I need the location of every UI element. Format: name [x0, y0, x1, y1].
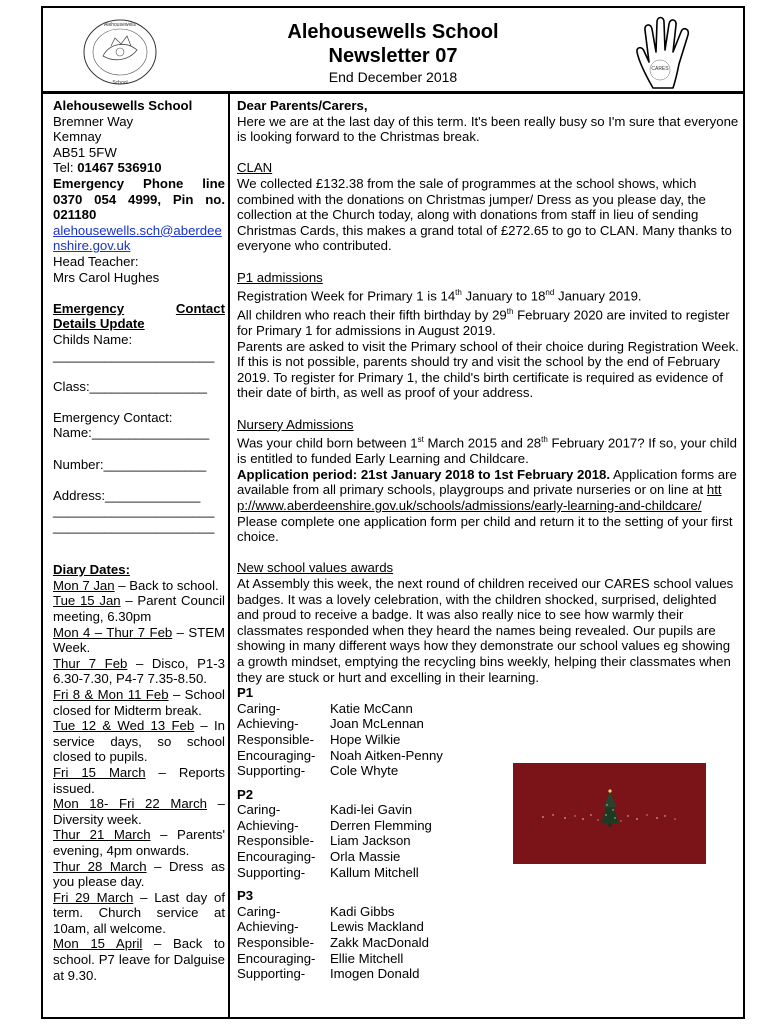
award-name: Lewis Mackland	[330, 919, 424, 935]
newsletter-frame	[41, 6, 745, 1019]
text-run: Application forms are available from all primary schools, playgroups and private nurseries or on line at	[237, 466, 737, 498]
ordinal-suffix: th	[506, 307, 514, 317]
text-run: Was your child born between 1	[237, 435, 418, 451]
column-divider	[228, 94, 230, 1019]
form-title-part: Emergency	[53, 300, 125, 316]
diary-text: – School closed for Midterm break.	[53, 686, 225, 718]
diary-text: – Parents' evening, 4pm onwards.	[53, 827, 225, 858]
award-category: Caring-	[237, 700, 281, 716]
award-category: Responsible-	[237, 935, 314, 951]
diary-item	[53, 827, 225, 858]
diary-date: Thur 7 Feb	[53, 655, 128, 671]
award-category: Encouraging-	[237, 849, 316, 865]
diary-text: – In service days, so school closed to pupils.	[53, 718, 225, 765]
address-line: AB51 5FW	[53, 144, 117, 160]
newsletter-date: End December 2018	[328, 69, 458, 85]
award-category: Responsible-	[237, 731, 314, 747]
award-category: Supporting-	[237, 966, 306, 982]
nursery-application	[237, 467, 739, 545]
diary-date: Fri 29 March	[53, 889, 134, 905]
award-row	[237, 701, 739, 717]
award-class: P1	[237, 685, 254, 701]
childs-name-field[interactable]: ______________________	[53, 347, 215, 363]
sidebar	[53, 98, 225, 983]
newsletter-header	[43, 8, 743, 94]
text-run: February 2020 are invited to register for Primary 1 for admissions in August 2019.	[237, 307, 730, 339]
greeting: Dear Parents/Carers,	[237, 98, 368, 113]
form-title	[53, 301, 225, 317]
christmas-tree-image	[513, 763, 706, 864]
award-class: P2	[237, 786, 254, 802]
diary-date: Fri 8 & Mon 11 Feb	[53, 686, 169, 702]
form-title-part: Contact	[175, 300, 225, 316]
diary-item	[53, 718, 225, 765]
diary-item	[53, 936, 225, 983]
award-name: Orla Massie	[330, 849, 401, 865]
diary-date: Fri 15 March	[53, 764, 146, 780]
award-name: Imogen Donald	[330, 966, 420, 982]
text-run: All children who reach their fifth birthday by 29	[237, 307, 507, 323]
school-name-title: Alehousewells School	[287, 21, 499, 43]
award-category: Encouraging-	[237, 950, 316, 966]
p1-admissions-heading: P1 admissions	[237, 269, 323, 285]
award-name: Kadi-lei Gavin	[330, 802, 413, 818]
p1-paragraph: Parents are asked to visit the Primary school of their choice during Registration Week. If this is not possible, parents should try and visit the school by the end of February 2019. To register for Primary 1, the child's birth certificate is required as evidence of their date of birth, as well as proof of your address.	[237, 338, 739, 401]
head-teacher-label: Head Teacher:	[53, 253, 139, 269]
award-row	[237, 748, 739, 764]
diary-date: Tue 12 & Wed 13 Feb	[53, 718, 195, 734]
values-paragraph: At Assembly this week, the next round of children received our CARES school values badges. It was a lovely celebration, with the children shocked, surprised, delighted and proud to receive a badge. It was also really nice to see how warmly their classmates responded when they heard the names being revealed. Our pupils are showing in many different ways how they demonstrate our school values eg showing a growth mindset, emptying the recycling bins weekly, helping their classmates when they are stuck or hurt and excelling in their learning.	[237, 575, 734, 685]
cares-hand-logo	[631, 14, 703, 92]
svg-text:Alehousewells: Alehousewells	[104, 22, 136, 28]
award-category: Responsible-	[237, 833, 314, 849]
diary-date: Tue 15 Jan	[53, 593, 121, 609]
emergency-contact-label: Emergency Contact:	[53, 409, 173, 425]
ordinal-suffix: nd	[545, 288, 555, 298]
diary-text: – Reports issued.	[53, 764, 226, 796]
award-row	[237, 935, 739, 951]
nursery-eligibility	[237, 432, 739, 467]
diary-text: – Last day of term. Church service at 10am, all welcome.	[53, 889, 225, 936]
award-name: Derren Flemming	[330, 817, 432, 833]
diary-item	[53, 687, 225, 718]
newsletter-title: Newsletter 07	[328, 45, 458, 67]
award-name: Ellie Mitchell	[330, 950, 404, 966]
sidebar-school-name: Alehousewells School	[53, 98, 193, 113]
diary-text: – Diversity week.	[53, 796, 226, 827]
award-category: Achieving-	[237, 919, 299, 935]
diary-item	[53, 656, 225, 687]
address-field-line[interactable]: ______________________	[53, 519, 215, 535]
telephone	[53, 160, 225, 176]
award-category: Supporting-	[237, 763, 306, 779]
diary-title: Diary Dates:	[53, 562, 130, 578]
diary-text: – Dress as you please day.	[53, 858, 225, 890]
p1-eligibility	[237, 304, 739, 339]
award-name: Katie McCann	[330, 700, 413, 716]
ordinal-suffix: th	[455, 288, 462, 298]
clan-heading: CLAN	[237, 160, 273, 176]
diary-text: – Back to school.	[114, 577, 219, 593]
svg-text:School: School	[112, 80, 128, 86]
award-name: Kadi Gibbs	[330, 903, 395, 919]
application-period: Application period: 21st January 2018 to 1st February 2018.	[237, 466, 611, 482]
award-name: Kallum Mitchell	[330, 864, 419, 880]
values-heading: New school values awards	[237, 560, 394, 576]
address-field-line[interactable]: ______________________	[53, 503, 215, 519]
award-row	[237, 904, 739, 920]
tel-label: Tel:	[53, 160, 74, 176]
intro-paragraph: Here we are at the last day of this term. It's been really busy so I'm sure that everyone is looking forward to the Christmas break.	[237, 113, 739, 145]
form-subtitle: Details Update	[53, 316, 145, 332]
diary-text: – STEM Week.	[53, 624, 226, 656]
award-name: Zakk MacDonald	[330, 935, 429, 951]
p1-registration-week	[237, 285, 739, 304]
award-name: Noah Aitken-Penny	[330, 747, 443, 763]
diary-item	[53, 796, 225, 827]
award-row	[237, 716, 739, 732]
diary-date: Mon 4 – Thur 7 Feb	[53, 624, 173, 640]
award-row	[237, 919, 739, 935]
nursery-link[interactable]: http://www.aberdeenshire.gov.uk/schools/admissions/early-learning-and-childcare/	[237, 482, 722, 514]
diary-item	[53, 625, 225, 656]
award-category: Caring-	[237, 903, 281, 919]
award-name: Cole Whyte	[330, 763, 399, 779]
head-teacher-name: Mrs Carol Hughes	[53, 269, 160, 285]
clan-paragraph: We collected £132.38 from the sale of programmes at the school shows, which combined with the donations on Christmas jumper/ Dress as you please day, the collection at the Church today, along with donations from staff in lieu of sending Christmas Cards, this makes a grand total of £272.65 to go to CLAN. Many thanks to everyone who contributed.	[237, 175, 732, 254]
diary-item	[53, 578, 225, 594]
award-row	[237, 865, 739, 881]
class-field[interactable]: Class:________________	[53, 378, 207, 394]
ordinal-suffix: th	[541, 435, 548, 445]
awards-p3	[237, 888, 739, 982]
emergency-phone-line: Emergency Phone line 0370 054 4999, Pin no. 021180	[53, 175, 225, 223]
diary-date: Mon 15 April	[53, 936, 143, 952]
award-category: Encouraging-	[237, 747, 316, 763]
nursery-heading: Nursery Admissions	[237, 416, 354, 432]
text-run: January 2019.	[554, 288, 642, 304]
diary-date: Thur 28 March	[53, 858, 147, 874]
svg-text:CARES: CARES	[651, 66, 669, 72]
award-category: Achieving-	[237, 716, 299, 732]
text-run: Registration Week for Primary 1 is 14	[237, 288, 456, 304]
award-category: Caring-	[237, 802, 281, 818]
diary-item	[53, 593, 225, 624]
name-field[interactable]: Name:________________	[53, 425, 210, 441]
address-field[interactable]: Address:_____________	[53, 487, 201, 503]
diary-date: Thur 21 March	[53, 827, 151, 843]
award-name: Hope Wilkie	[330, 731, 401, 747]
award-name: Joan McLennan	[330, 716, 424, 732]
diary-item	[53, 765, 225, 796]
childs-name-label: Childs Name:	[53, 331, 133, 347]
award-row	[237, 966, 739, 982]
award-category: Supporting-	[237, 864, 306, 880]
number-field[interactable]: Number:______________	[53, 456, 207, 472]
text-run: March 2015 and 28	[423, 435, 542, 451]
email-link[interactable]: alehousewells.sch@aberdeenshire.gov.uk	[53, 222, 222, 254]
text-run: January to 18	[461, 288, 546, 304]
diary-text: – Parent Council meeting, 6.30pm	[53, 593, 225, 624]
diary-item	[53, 859, 225, 890]
award-row	[237, 951, 739, 967]
tel-number: 01467 536910	[77, 160, 162, 176]
award-class: P3	[237, 888, 254, 904]
text-run: Please complete one application form per child and return it to the setting of your first choice.	[237, 513, 733, 545]
address-line: Bremner Way	[53, 113, 134, 129]
ordinal-suffix: st	[417, 435, 424, 445]
award-name: Liam Jackson	[330, 833, 411, 849]
diary-text: – Disco, P1-3 6.30-7.30, P4-7 7.35-8.50.	[53, 655, 225, 687]
award-row	[237, 732, 739, 748]
diary-item	[53, 890, 225, 937]
award-category: Achieving-	[237, 817, 299, 833]
diary-date: Mon 18- Fri 22 March	[53, 796, 208, 812]
diary-text: – Back to school. P7 leave for Dalguise at 9.30.	[53, 936, 225, 983]
text-run: February 2017? If so, your child is entitled to funded Early Learning and Childcare.	[237, 435, 737, 467]
address-line: Kemnay	[53, 129, 102, 145]
diary-date: Mon 7 Jan	[53, 577, 115, 593]
diary-list	[53, 578, 225, 983]
